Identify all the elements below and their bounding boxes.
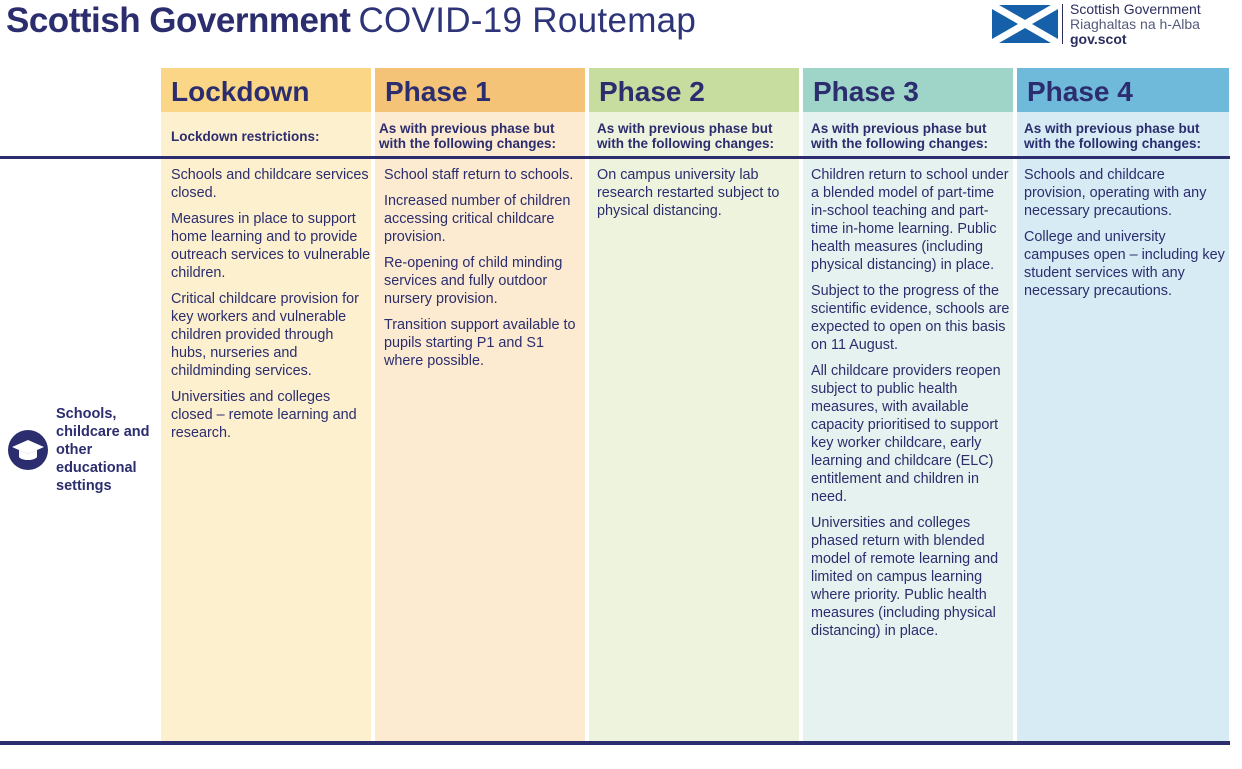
column-paragraph: On campus university lab research restarted subject to physical distancing. <box>597 167 780 219</box>
column-header-phase1: Phase 1 <box>375 68 585 112</box>
column-body-lockdown <box>161 166 371 450</box>
graduation-cap-icon <box>8 430 48 470</box>
column-paragraph: School staff return to schools. <box>384 167 574 183</box>
column-subheading-phase4: As with previous phase but with the following changes: <box>1024 121 1201 151</box>
header-divider <box>0 156 1230 159</box>
column-paragraph: Schools and childcare provision, operating with any necessary precautions. <box>1024 167 1207 219</box>
column-paragraph: Children return to school under a blended model of part-time in-school teaching and part-time in-home learning. Public health measures (including physical distancing) in place. <box>811 167 1009 273</box>
column-body-phase1 <box>375 166 585 378</box>
column-body-phase3 <box>803 166 1013 648</box>
page-title <box>6 0 696 46</box>
column-paragraph: Universities and colleges closed – remote learning and research. <box>171 389 357 441</box>
column-paragraph: Transition support available to pupils starting P1 and S1 where possible. <box>384 317 576 369</box>
logo-line-url: gov.scot <box>1070 31 1127 47</box>
column-subheading-phase3: As with previous phase but with the following changes: <box>811 121 988 151</box>
column-header-phase3: Phase 3 <box>803 68 1013 112</box>
column-body-phase2 <box>589 166 799 228</box>
logo-line-english: Scottish Government <box>1070 1 1201 17</box>
column-paragraph: Schools and childcare services closed. <box>171 167 369 201</box>
title-organisation: Scottish Government <box>6 1 351 40</box>
column-header-phase4: Phase 4 <box>1017 68 1229 112</box>
column-paragraph: College and university campuses open – including key student services with any necessary precautions. <box>1024 229 1225 299</box>
column-paragraph: Universities and colleges phased return with blended model of remote learning and limited on campus learning where priority. Public health measures (including physical distancing) in place. <box>811 515 999 639</box>
column-header-lockdown: Lockdown <box>161 68 371 112</box>
column-paragraph: Critical childcare provision for key workers and vulnerable children provided through hubs, nurseries and childminding services. <box>171 291 359 379</box>
saltire-flag-icon <box>992 5 1058 43</box>
column-paragraph: Subject to the progress of the scientific evidence, schools are expected to open on this basis on 11 August. <box>811 283 1010 353</box>
logo-text <box>1070 2 1201 47</box>
column-paragraph: Re-opening of child minding services and fully outdoor nursery provision. <box>384 255 563 307</box>
column-paragraph: Increased number of children accessing critical childcare provision. <box>384 193 571 245</box>
column-subheading-lockdown: Lockdown restrictions: <box>171 129 320 144</box>
logo-divider <box>1062 4 1063 44</box>
column-subheading-phase1: As with previous phase but with the following changes: <box>379 121 556 151</box>
footer-divider <box>0 741 1230 745</box>
logo-line-gaelic: Riaghaltas na h-Alba <box>1070 16 1200 32</box>
column-subheading-phase2: As with previous phase but with the following changes: <box>597 121 774 151</box>
title-document: COVID-19 Routemap <box>358 1 697 40</box>
column-header-phase2: Phase 2 <box>589 68 799 112</box>
column-body-phase4 <box>1017 166 1229 308</box>
column-paragraph: All childcare providers reopen subject to public health measures, with available capacity prioritised to support key worker childcare, early learning and childcare (ELC) entitlement and children in need. <box>811 363 1001 505</box>
scottish-government-logo <box>990 2 1240 46</box>
row-label-schools: Schools, childcare and other educational settings <box>56 406 150 494</box>
column-paragraph: Measures in place to support home learning and to provide outreach services to vulnerable children. <box>171 211 371 281</box>
